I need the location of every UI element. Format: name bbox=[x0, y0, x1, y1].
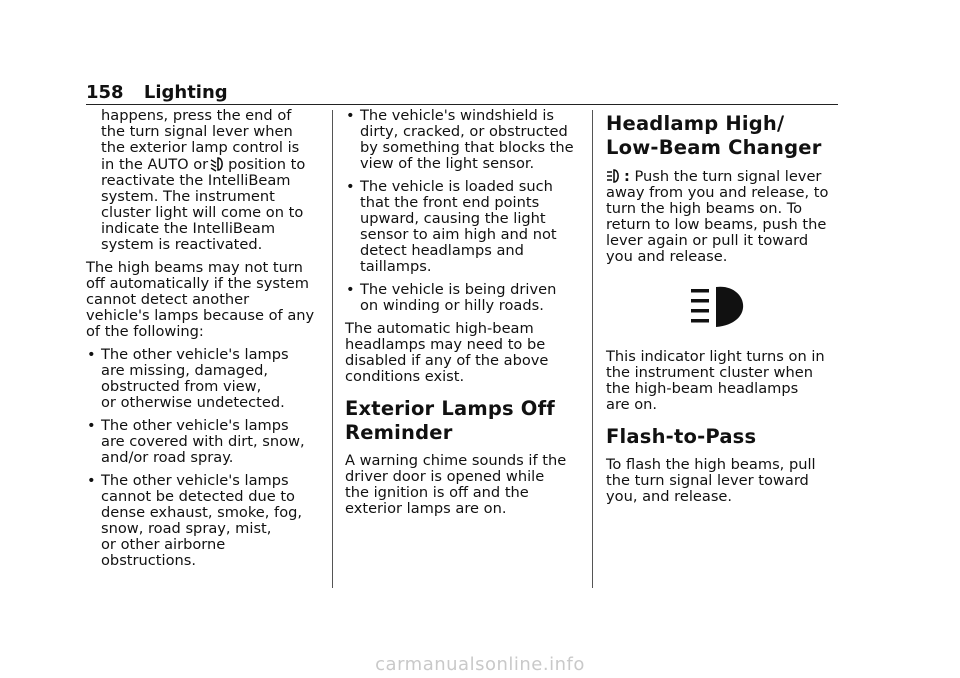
text-line: off automatically if the system bbox=[86, 275, 309, 292]
text-line: the high-beam headlamps bbox=[606, 380, 799, 397]
body-paragraph bbox=[606, 168, 844, 265]
body-paragraph bbox=[345, 453, 585, 517]
body-paragraph bbox=[606, 457, 844, 505]
text-line: are on. bbox=[606, 396, 658, 413]
text-line: reactivate the IntelliBeam bbox=[101, 172, 291, 189]
text-line: detect headlamps and bbox=[360, 242, 524, 259]
text-line: the turn signal lever toward bbox=[606, 472, 809, 489]
text-line: and/or road spray. bbox=[101, 449, 234, 466]
body-paragraph bbox=[86, 260, 326, 340]
text-line: The other vehicle's lamps bbox=[101, 472, 289, 489]
section-title: Lighting bbox=[143, 82, 228, 103]
text-line: cluster light will come on to bbox=[101, 204, 304, 221]
heading-line: Exterior Lamps Off bbox=[345, 397, 555, 420]
text-line: cannot detect another bbox=[86, 291, 250, 308]
text-line: The high beams may not turn bbox=[86, 259, 303, 276]
text-line: conditions exist. bbox=[345, 368, 465, 385]
text-line: return to low beams, push the bbox=[606, 216, 827, 233]
text-line: in the AUTO or bbox=[101, 156, 209, 173]
text-line: happens, press the end of bbox=[101, 107, 292, 124]
high-beam-headlamp-icon bbox=[606, 168, 622, 184]
text-line: the instrument cluster when bbox=[606, 364, 813, 381]
text-line: are missing, damaged, bbox=[101, 362, 269, 379]
bullet-item bbox=[86, 473, 326, 569]
text-line: view of the light sensor. bbox=[360, 155, 535, 172]
text-line: are covered with dirt, snow, bbox=[101, 433, 305, 450]
body-paragraph bbox=[345, 321, 585, 385]
text-line: vehicle's lamps because of any bbox=[86, 307, 315, 324]
column-3 bbox=[606, 108, 844, 512]
section-heading bbox=[606, 112, 844, 160]
column-2 bbox=[345, 108, 585, 524]
text-line: upward, causing the light bbox=[360, 210, 546, 227]
text-line: the exterior lamp control is bbox=[101, 139, 300, 156]
bullet-item bbox=[345, 282, 585, 314]
text-line: The vehicle is loaded such bbox=[360, 178, 553, 195]
text-line: indicate the IntelliBeam bbox=[101, 220, 276, 237]
text-line: system. The instrument bbox=[101, 188, 275, 205]
column-divider bbox=[332, 110, 333, 588]
text-line: you, and release. bbox=[606, 488, 733, 505]
text-line: sensor to aim high and not bbox=[360, 226, 557, 243]
text-line: position to bbox=[228, 156, 306, 173]
text-line: The other vehicle's lamps bbox=[101, 346, 289, 363]
header-rule bbox=[86, 104, 838, 105]
text-line: on winding or hilly roads. bbox=[360, 297, 544, 314]
text-line: taillamps. bbox=[360, 258, 432, 275]
text-line: exterior lamps are on. bbox=[345, 500, 507, 517]
text-line: turn the high beams on. To bbox=[606, 200, 803, 217]
high-beam-indicator-icon bbox=[689, 285, 755, 331]
text-line: system is reactivated. bbox=[101, 236, 263, 253]
heading-line: Low-Beam Changer bbox=[606, 136, 822, 159]
text-line: Push the turn signal lever bbox=[634, 168, 822, 185]
text-line: A warning chime sounds if the bbox=[345, 452, 567, 469]
text-line: The vehicle's windshield is bbox=[360, 107, 555, 124]
text-line: the turn signal lever when bbox=[101, 123, 293, 140]
text-line: driver door is opened while bbox=[345, 468, 545, 485]
text-line: obstructions. bbox=[101, 552, 196, 569]
bullet-item bbox=[345, 179, 585, 275]
bullet-item bbox=[345, 108, 585, 172]
text-line: The other vehicle's lamps bbox=[101, 417, 289, 434]
text-line: that the front end points bbox=[360, 194, 540, 211]
heading-line: Headlamp High/ bbox=[606, 112, 785, 135]
section-heading bbox=[345, 397, 585, 445]
body-paragraph bbox=[606, 349, 844, 413]
low-beam-headlamp-icon bbox=[210, 156, 226, 172]
text-line: the ignition is off and the bbox=[345, 484, 529, 501]
icon-colon: : bbox=[624, 168, 630, 185]
continued-paragraph bbox=[86, 108, 326, 253]
text-line: by something that blocks the bbox=[360, 139, 574, 156]
indicator-figure bbox=[606, 285, 838, 331]
text-line: The vehicle is being driven bbox=[360, 281, 557, 298]
column-1 bbox=[86, 108, 326, 576]
text-line: away from you and release, to bbox=[606, 184, 829, 201]
column-divider bbox=[592, 110, 593, 588]
text-line: cannot be detected due to bbox=[101, 488, 295, 505]
text-line: or other airborne bbox=[101, 536, 226, 553]
text-line: dirty, cracked, or obstructed bbox=[360, 123, 568, 140]
heading-line: Flash-to-Pass bbox=[606, 425, 757, 448]
text-line: dense exhaust, smoke, fog, bbox=[101, 504, 303, 521]
text-line: To flash the high beams, pull bbox=[606, 456, 816, 473]
text-line: of the following: bbox=[86, 323, 204, 340]
watermark: carmanualsonline.info bbox=[375, 654, 585, 675]
bullet-item bbox=[86, 418, 326, 466]
text-line: obstructed from view, bbox=[101, 378, 262, 395]
text-line: or otherwise undetected. bbox=[101, 394, 285, 411]
text-line: The automatic high-beam bbox=[345, 320, 534, 337]
text-line: disabled if any of the above bbox=[345, 352, 549, 369]
text-line: snow, road spray, mist, bbox=[101, 520, 272, 537]
section-heading bbox=[606, 425, 844, 449]
page-header bbox=[86, 82, 228, 103]
text-line: lever again or pull it toward bbox=[606, 232, 809, 249]
heading-line: Reminder bbox=[345, 421, 453, 444]
text-line: This indicator light turns on in bbox=[606, 348, 825, 365]
page-number: 158 bbox=[86, 82, 124, 103]
text-line: headlamps may need to be bbox=[345, 336, 546, 353]
bullet-item bbox=[86, 347, 326, 411]
text-line: you and release. bbox=[606, 248, 728, 265]
